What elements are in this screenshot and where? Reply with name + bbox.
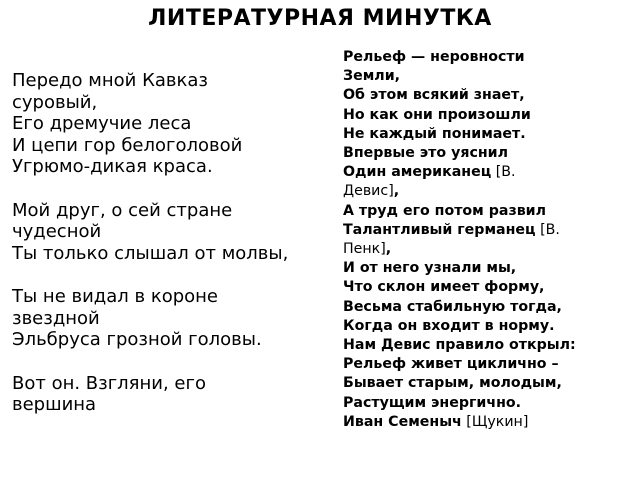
poem-line <box>343 221 640 240</box>
poem-line: Бывает старым, молодым, <box>343 375 562 392</box>
poem-stanza-3 <box>12 286 347 351</box>
poem-line: Ты только слышал от молвы, <box>12 242 289 264</box>
poem-line: Что склон имеет форму, <box>343 279 545 296</box>
poem-line: Рельеф живет циклично – <box>343 356 559 373</box>
poem-line: чудесной <box>12 221 102 242</box>
poem-line: Нам Девис правило открыл: <box>343 337 576 354</box>
poem-punct: , <box>393 183 400 200</box>
right-poem <box>343 48 640 432</box>
poem-line-bold: Один американец <box>343 164 492 181</box>
poem-line: Когда он входит в норму. <box>343 317 555 334</box>
author-note: [В. <box>491 164 516 181</box>
poem-line: Растущим энергично. <box>343 394 522 411</box>
poem-line: Не каждый понимает. <box>343 125 526 142</box>
poem-line-bold: Талантливый германец <box>343 221 536 238</box>
author-note: [Щукин] <box>461 413 529 430</box>
poem-line: Но как они произошли <box>343 106 531 123</box>
poem-punct: , <box>385 241 392 258</box>
poem-line <box>343 182 640 201</box>
poem-line <box>343 413 640 432</box>
poem-line: Земли, <box>343 68 401 85</box>
poem-line: вершина <box>12 394 97 415</box>
slide-title: ЛИТЕРАТУРНАЯ МИНУТКА <box>148 6 492 31</box>
poem-stanza-1 <box>12 70 347 178</box>
poem-line: Впервые это уяснил <box>343 145 508 162</box>
poem-line <box>343 163 640 182</box>
poem-line: Эльбруса грозной головы. <box>12 329 262 350</box>
poem-line: звездной <box>12 307 100 329</box>
poem-line: Ты не видал в короне <box>12 286 218 307</box>
poem-line: А труд его потом развил <box>343 202 547 219</box>
poem-line: Об этом всякий знает, <box>343 87 525 104</box>
poem-line: Мой друг, о сей стране <box>12 199 233 221</box>
poem-line: Рельеф — неровности <box>343 49 525 65</box>
poem-line: Передо мной Кавказ <box>12 70 208 91</box>
author-note: Девис] <box>343 183 394 200</box>
poem-line <box>343 240 640 259</box>
poem-line: Вот он. Взгляни, его <box>12 372 206 394</box>
author-note: [В. <box>535 221 560 238</box>
poem-line: суровый, <box>12 91 98 113</box>
poem-line: Весьма стабильную тогда, <box>343 298 562 315</box>
left-poem <box>12 70 347 438</box>
poem-line: Угрюмо-дикая краса. <box>12 156 213 177</box>
poem-stanza-2 <box>12 200 347 265</box>
poem-line: И от него узнали мы, <box>343 260 517 277</box>
author-note: Пенк] <box>343 241 386 258</box>
poem-line: Его дремучие леса <box>12 113 192 134</box>
poem-stanza-4 <box>12 373 347 416</box>
poem-line-bold: Иван Семеныч <box>343 413 462 430</box>
poem-line: И цепи гор белоголовой <box>12 134 243 156</box>
